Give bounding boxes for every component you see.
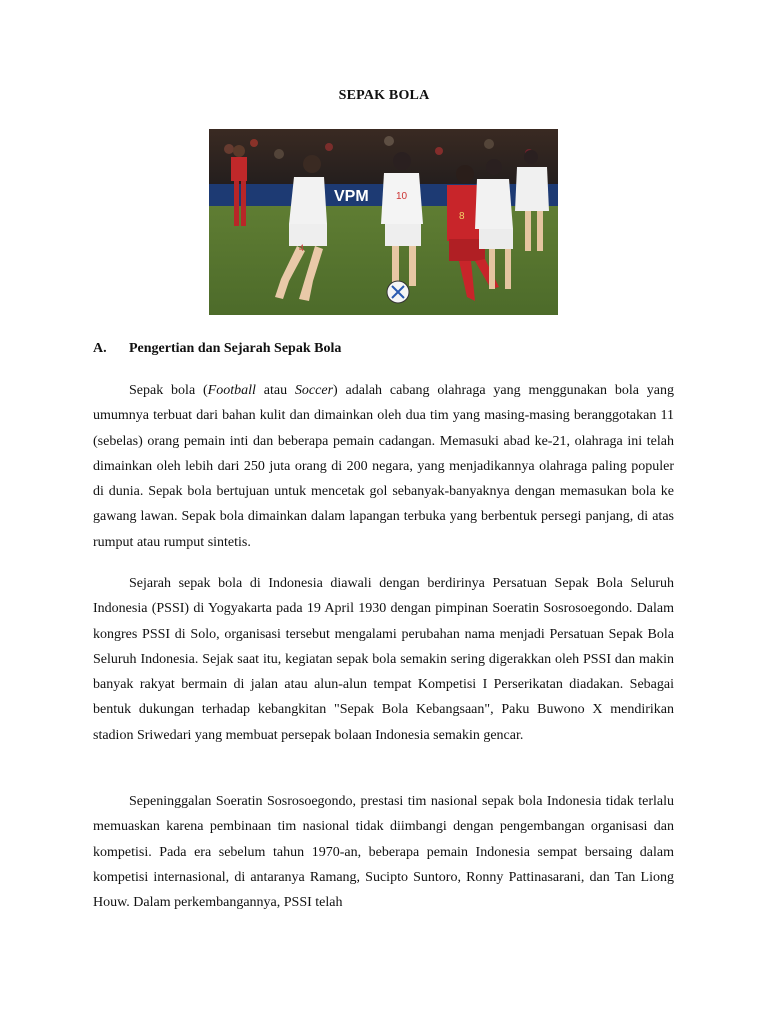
paragraph-3: Sepeninggalan Soeratin Sosrosoegondo, prestasi tim nasional sepak bola Indonesia tidak terlalu memuaskan karena pembinaan tim nasional tidak diimbangi dengan pengembangan organisasi dan kompetisi. Pada era sebelum tahun 1970-an, beberapa pemain Indonesia sempat bersaing dalam kompetisi internasional, di antaranya Ramang, Sucipto Suntoro, Ronny Pattinasarani, dan Tan Liong Houw. Dalam perkembangannya, PSSI telah [93, 794, 674, 911]
football-photo-illustration [209, 129, 558, 315]
section-number: A. [93, 341, 107, 356]
section-title: Pengertian dan Sejarah Sepak Bola [129, 341, 342, 356]
svg-text:10: 10 [396, 191, 408, 202]
football-match-photo [209, 129, 558, 315]
term-football: Football [207, 383, 256, 398]
svg-text:8: 8 [459, 211, 465, 222]
football-icon [387, 281, 409, 303]
paragraph-1: Sepak bola (Football atau Soccer) adalah cabang olahraga yang menggunakan bola yang umumnya terbuat dari bahan kulit dan dimainkan oleh dua tim yang masing-masing beranggotakan 11 (sebelas) orang pemain inti dan beberapa pemain cadangan. Memasuki abad ke-21, olahraga ini telah dimainkan oleh lebih dari 250 juta orang di 200 negara, yang menjadikannya olahraga paling populer di dunia. Sepak bola bertujuan untuk mencetak gol sebanyak-banyaknya dengan memasukan bola ke gawang lawan. Sepak bola dimainkan dalam lapangan terbuka yang berbentuk persegi panjang, di atas rumput atau rumput sintetis. [93, 383, 675, 550]
paragraph-2: Sejarah sepak bola di Indonesia diawali dengan berdirinya Persatuan Sepak Bola Seluruh Indonesia (PSSI) di Yogyakarta pada 19 April 1930 dengan pimpinan Soeratin Sosrosoegondo. Dalam kongres PSSI di Solo, organisasi tersebut mengalami perubahan nama menjadi Persatuan Sepak Bola Seluruh Indonesia. Sejak saat itu, kegiatan sepak bola semakin sering digerakkan oleh PSSI dan makin banyak rakyat bermain di jalan atau alun-alun tempat Kompetisi I Perserikatan diadakan. Sebagai bentuk dukungan terhadap kebangkitan "Sepak Bola Kebangsaan", Paku Buwono X mendirikan stadion Sriwedari yang membuat persepak bolaan Indonesia semakin gencar. [93, 576, 674, 743]
svg-text:4: 4 [299, 243, 305, 253]
section-heading [93, 341, 341, 357]
term-soccer: Soccer [294, 383, 334, 398]
banner-text: VPM [334, 188, 369, 205]
document-title: SEPAK BOLA [338, 88, 430, 103]
